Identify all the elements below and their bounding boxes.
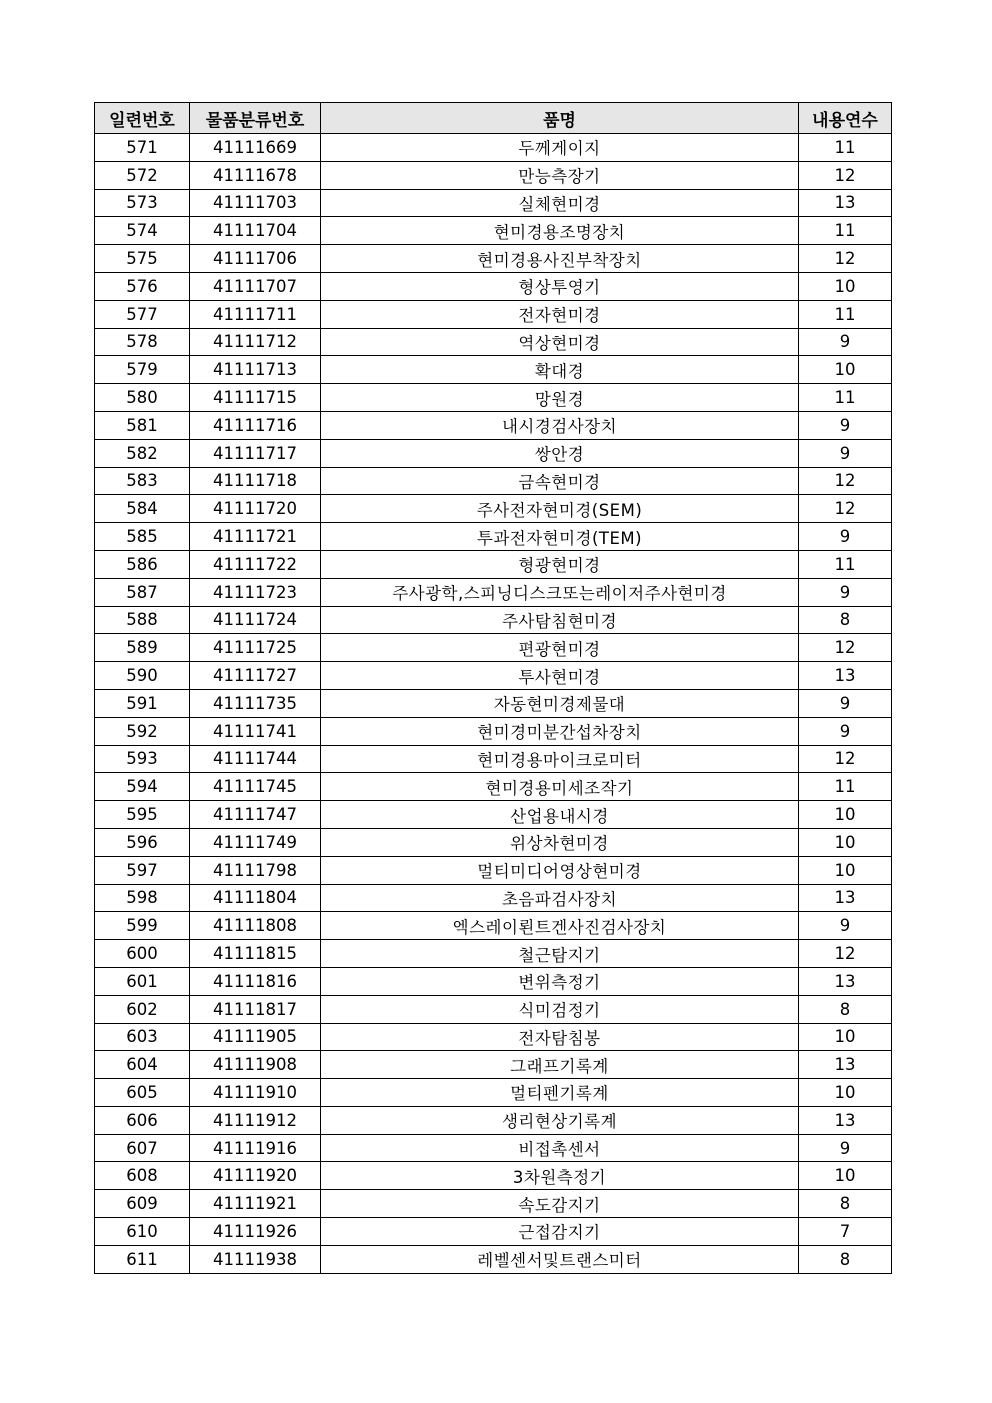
useful-life-cell: 12 [799,634,892,662]
serial-number-cell: 580 [95,384,190,412]
table-row [95,384,892,412]
table-row [95,689,892,717]
table-row [95,773,892,801]
table-row [95,1134,892,1162]
classification-number-cell: 41111741 [190,717,321,745]
classification-number-cell: 41111908 [190,1051,321,1079]
serial-number-cell: 578 [95,328,190,356]
useful-life-cell: 10 [799,828,892,856]
table-row [95,217,892,245]
serial-number-cell: 575 [95,245,190,273]
table-row [95,1023,892,1051]
table-row [95,912,892,940]
useful-life-cell: 13 [799,1051,892,1079]
table-row [95,161,892,189]
useful-life-cell: 8 [799,1245,892,1273]
serial-number-cell: 610 [95,1218,190,1246]
item-name-cell: 형광현미경 [321,550,799,578]
classification-number-cell: 41111920 [190,1162,321,1190]
useful-life-cell: 10 [799,856,892,884]
item-name-cell: 생리현상기록계 [321,1106,799,1134]
classification-number-cell: 41111921 [190,1190,321,1218]
table-row [95,550,892,578]
serial-number-cell: 590 [95,662,190,690]
table-row [95,828,892,856]
item-name-cell: 주사전자현미경(SEM) [321,495,799,523]
serial-number-cell: 602 [95,995,190,1023]
serial-number-cell: 588 [95,606,190,634]
item-name-cell: 전자현미경 [321,300,799,328]
classification-number-cell: 41111722 [190,550,321,578]
serial-number-cell: 576 [95,272,190,300]
classification-number-cell: 41111720 [190,495,321,523]
classification-number-cell: 41111715 [190,384,321,412]
table-row [95,662,892,690]
serial-number-cell: 584 [95,495,190,523]
serial-number-cell: 574 [95,217,190,245]
item-name-cell: 현미경미분간섭차장치 [321,717,799,745]
useful-life-cell: 9 [799,1134,892,1162]
useful-life-cell: 11 [799,300,892,328]
table-row [95,134,892,162]
item-name-cell: 주사탐침현미경 [321,606,799,634]
useful-life-cell: 8 [799,995,892,1023]
table-row [95,495,892,523]
durability-table [94,102,892,1274]
table-row [95,856,892,884]
useful-life-cell: 11 [799,217,892,245]
item-name-cell: 멀티펜기록계 [321,1079,799,1107]
classification-number-cell: 41111727 [190,662,321,690]
useful-life-cell: 13 [799,967,892,995]
useful-life-cell: 8 [799,1190,892,1218]
serial-number-cell: 595 [95,801,190,829]
useful-life-cell: 10 [799,1023,892,1051]
serial-number-cell: 593 [95,745,190,773]
classification-number-cell: 41111711 [190,300,321,328]
useful-life-cell: 12 [799,745,892,773]
table-row [95,940,892,968]
table-row [95,995,892,1023]
table-header-row [95,103,892,134]
serial-number-cell: 599 [95,912,190,940]
table-row [95,967,892,995]
serial-number-cell: 608 [95,1162,190,1190]
useful-life-cell: 13 [799,662,892,690]
classification-number-cell: 41111712 [190,328,321,356]
item-name-cell: 주사광학,스피닝디스크또는레이저주사현미경 [321,578,799,606]
useful-life-cell: 13 [799,884,892,912]
item-name-cell: 내시경검사장치 [321,411,799,439]
useful-life-cell: 9 [799,578,892,606]
useful-life-cell: 12 [799,161,892,189]
classification-number-cell: 41111721 [190,523,321,551]
item-name-cell: 자동현미경제물대 [321,689,799,717]
table-row [95,1190,892,1218]
table-row [95,884,892,912]
table-row [95,1162,892,1190]
table-row [95,1106,892,1134]
table-row [95,801,892,829]
classification-number-cell: 41111804 [190,884,321,912]
serial-number-cell: 571 [95,134,190,162]
serial-number-cell: 604 [95,1051,190,1079]
item-name-cell: 투사현미경 [321,662,799,690]
item-name-cell: 현미경용마이크로미터 [321,745,799,773]
serial-number-cell: 579 [95,356,190,384]
classification-number-cell: 41111817 [190,995,321,1023]
useful-life-cell: 10 [799,272,892,300]
serial-number-cell: 582 [95,439,190,467]
useful-life-cell: 12 [799,467,892,495]
item-name-cell: 초음파검사장치 [321,884,799,912]
classification-number-cell: 41111723 [190,578,321,606]
useful-life-cell: 11 [799,134,892,162]
useful-life-cell: 9 [799,717,892,745]
classification-number-cell: 41111926 [190,1218,321,1246]
table-row [95,189,892,217]
useful-life-cell: 13 [799,189,892,217]
serial-number-cell: 572 [95,161,190,189]
header-item-name: 품명 [321,103,799,134]
table-row [95,439,892,467]
serial-number-cell: 587 [95,578,190,606]
serial-number-cell: 594 [95,773,190,801]
classification-number-cell: 41111717 [190,439,321,467]
item-name-cell: 실체현미경 [321,189,799,217]
table-row [95,745,892,773]
useful-life-cell: 12 [799,245,892,273]
table-row [95,1051,892,1079]
useful-life-cell: 10 [799,1079,892,1107]
useful-life-cell: 8 [799,606,892,634]
serial-number-cell: 606 [95,1106,190,1134]
item-name-cell: 그래프기록계 [321,1051,799,1079]
serial-number-cell: 592 [95,717,190,745]
serial-number-cell: 600 [95,940,190,968]
classification-number-cell: 41111725 [190,634,321,662]
header-useful-life-years: 내용연수 [799,103,892,134]
item-name-cell: 변위측정기 [321,967,799,995]
table-row [95,634,892,662]
useful-life-cell: 10 [799,356,892,384]
serial-number-cell: 573 [95,189,190,217]
table-row [95,1245,892,1273]
item-name-cell: 3차원측정기 [321,1162,799,1190]
item-name-cell: 산업용내시경 [321,801,799,829]
table-row [95,272,892,300]
classification-number-cell: 41111678 [190,161,321,189]
serial-number-cell: 596 [95,828,190,856]
item-name-cell: 현미경용사진부착장치 [321,245,799,273]
classification-number-cell: 41111703 [190,189,321,217]
serial-number-cell: 611 [95,1245,190,1273]
table-row [95,1218,892,1246]
item-name-cell: 전자탐침봉 [321,1023,799,1051]
classification-number-cell: 41111707 [190,272,321,300]
classification-number-cell: 41111669 [190,134,321,162]
table-row [95,356,892,384]
item-name-cell: 역상현미경 [321,328,799,356]
useful-life-cell: 9 [799,523,892,551]
item-name-cell: 근접감지기 [321,1218,799,1246]
serial-number-cell: 586 [95,550,190,578]
table-row [95,606,892,634]
item-name-cell: 식미검정기 [321,995,799,1023]
item-name-cell: 철근탐지기 [321,940,799,968]
item-name-cell: 두께게이지 [321,134,799,162]
classification-number-cell: 41111735 [190,689,321,717]
serial-number-cell: 605 [95,1079,190,1107]
useful-life-cell: 10 [799,1162,892,1190]
serial-number-cell: 581 [95,411,190,439]
classification-number-cell: 41111704 [190,217,321,245]
table-row [95,245,892,273]
item-name-cell: 레벨센서및트랜스미터 [321,1245,799,1273]
classification-number-cell: 41111718 [190,467,321,495]
item-name-cell: 확대경 [321,356,799,384]
classification-number-cell: 41111706 [190,245,321,273]
useful-life-cell: 11 [799,550,892,578]
table-row [95,300,892,328]
item-name-cell: 편광현미경 [321,634,799,662]
serial-number-cell: 589 [95,634,190,662]
serial-number-cell: 603 [95,1023,190,1051]
table-row [95,578,892,606]
useful-life-cell: 12 [799,495,892,523]
classification-number-cell: 41111713 [190,356,321,384]
table-row [95,411,892,439]
table-row [95,1079,892,1107]
serial-number-cell: 585 [95,523,190,551]
item-name-cell: 엑스레이뢴트겐사진검사장치 [321,912,799,940]
useful-life-cell: 9 [799,411,892,439]
item-name-cell: 형상투영기 [321,272,799,300]
classification-number-cell: 41111905 [190,1023,321,1051]
item-name-cell: 금속현미경 [321,467,799,495]
classification-number-cell: 41111724 [190,606,321,634]
classification-number-cell: 41111716 [190,411,321,439]
classification-number-cell: 41111912 [190,1106,321,1134]
item-name-cell: 현미경용조명장치 [321,217,799,245]
classification-number-cell: 41111910 [190,1079,321,1107]
useful-life-cell: 11 [799,773,892,801]
serial-number-cell: 591 [95,689,190,717]
classification-number-cell: 41111744 [190,745,321,773]
item-name-cell: 멀티미디어영상현미경 [321,856,799,884]
useful-life-cell: 7 [799,1218,892,1246]
serial-number-cell: 609 [95,1190,190,1218]
classification-number-cell: 41111749 [190,828,321,856]
table-row [95,467,892,495]
serial-number-cell: 583 [95,467,190,495]
useful-life-cell: 9 [799,912,892,940]
classification-number-cell: 41111798 [190,856,321,884]
useful-life-cell: 9 [799,689,892,717]
classification-number-cell: 41111815 [190,940,321,968]
useful-life-cell: 12 [799,940,892,968]
serial-number-cell: 598 [95,884,190,912]
table-body [95,134,892,1274]
table-row [95,328,892,356]
serial-number-cell: 607 [95,1134,190,1162]
useful-life-cell: 11 [799,384,892,412]
classification-number-cell: 41111808 [190,912,321,940]
classification-number-cell: 41111816 [190,967,321,995]
table-row [95,717,892,745]
item-name-cell: 쌍안경 [321,439,799,467]
header-serial-number: 일련번호 [95,103,190,134]
serial-number-cell: 597 [95,856,190,884]
useful-life-cell: 10 [799,801,892,829]
item-name-cell: 망원경 [321,384,799,412]
item-name-cell: 만능측장기 [321,161,799,189]
serial-number-cell: 601 [95,967,190,995]
useful-life-cell: 9 [799,439,892,467]
classification-number-cell: 41111938 [190,1245,321,1273]
item-name-cell: 투과전자현미경(TEM) [321,523,799,551]
useful-life-cell: 9 [799,328,892,356]
item-name-cell: 위상차현미경 [321,828,799,856]
item-name-cell: 현미경용미세조작기 [321,773,799,801]
classification-number-cell: 41111916 [190,1134,321,1162]
table-row [95,523,892,551]
serial-number-cell: 577 [95,300,190,328]
useful-life-cell: 13 [799,1106,892,1134]
header-classification-number: 물품분류번호 [190,103,321,134]
classification-number-cell: 41111745 [190,773,321,801]
item-name-cell: 속도감지기 [321,1190,799,1218]
item-name-cell: 비접촉센서 [321,1134,799,1162]
classification-number-cell: 41111747 [190,801,321,829]
